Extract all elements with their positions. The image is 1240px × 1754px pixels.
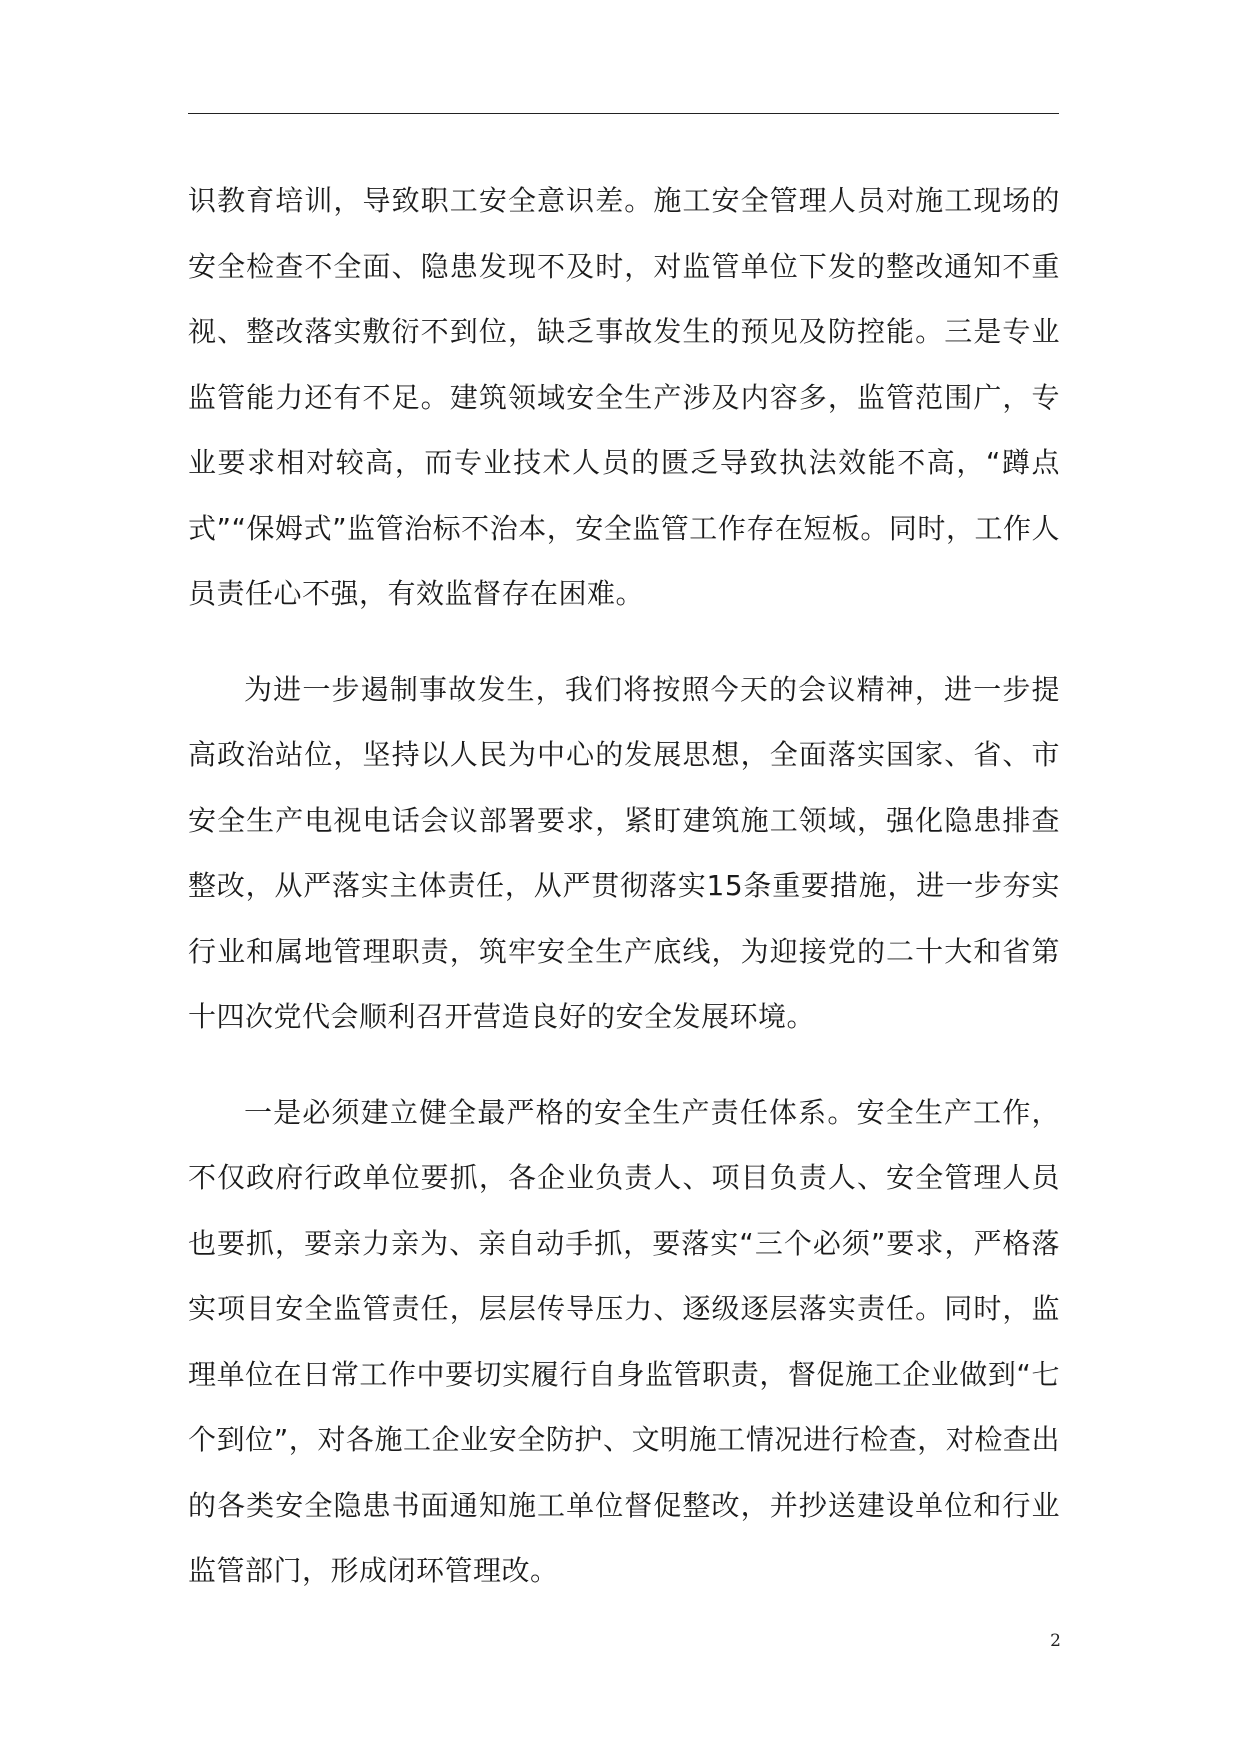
header-rule bbox=[188, 113, 1059, 114]
paragraph-continued: 识教育培训，导致职工安全意识差。施工安全管理人员对施工现场的安全检查不全面、隐患发现不及时，对监管单位下发的整改通知不重视、整改落实敷衍不到位，缺乏事故发生的预见及防控能。三是专业监管能力还有不足。建筑领域安全生产涉及内容多，监管范围广，专业要求相对较高，而专业技术人员的匮乏导致执法效能不高，“蹲点式”“保姆式”监管治标不治本，安全监管工作存在短板。同时，工作人员责任心不强，有效监督存在困难。 bbox=[188, 184, 1060, 610]
page-number: 2 bbox=[1050, 1631, 1061, 1651]
paragraph-measures: 为进一步遏制事故发生，我们将按照今天的会议精神，进一步提高政治站位，坚持以人民为中心的发展思想，全面落实国家、省、市安全生产电视电话会议部署要求，紧盯建筑施工领域，强化隐患排查整改，从严落实主体责任，从严贯彻落实15条重要措施，进一步夯实行业和属地管理职责，筑牢安全生产底线，为迎接党的二十大和省第十四次党代会顺利召开营造良好的安全发展环境。 bbox=[188, 672, 1060, 1033]
paragraph-responsibility-system: 一是必须建立健全最严格的安全生产责任体系。安全生产工作，不仅政府行政单位要抓，各企业负责人、项目负责人、安全管理人员也要抓，要亲力亲为、亲自动手抓，要落实“三个必须”要求，严格落实项目安全监管责任，层层传导压力、逐级逐层落实责任。同时，监理单位在日常工作中要切实履行自身监管职责，督促施工企业做到“七个到位”，对各施工企业安全防护、文明施工情况进行检查，对检查出的各类安全隐患书面通知施工单位督促整改，并抄送建设单位和行业监管部门，形成闭环管理改。 bbox=[188, 1095, 1060, 1587]
body-text bbox=[188, 168, 1060, 1604]
